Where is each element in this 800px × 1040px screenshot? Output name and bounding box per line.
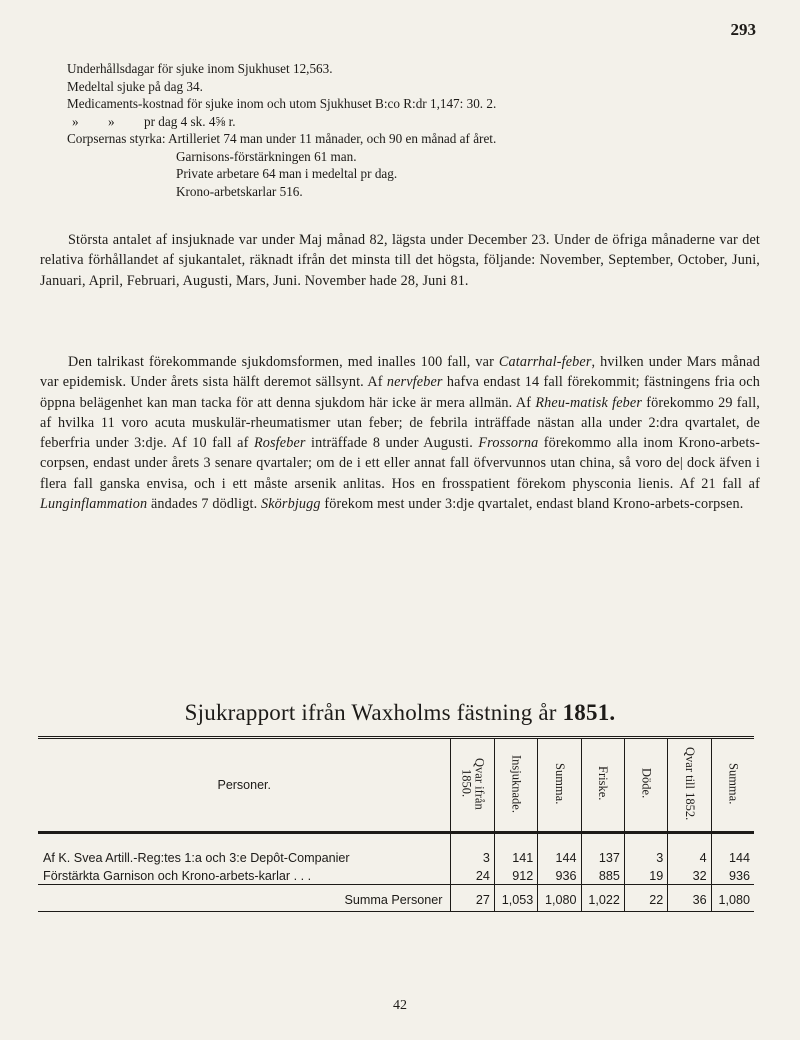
table-row xyxy=(38,866,754,885)
table-cell: 24 xyxy=(451,866,494,885)
stats-line-text: pr dag 4 sk. 4⅝ r. xyxy=(144,113,236,129)
column-header-persons: Personer. xyxy=(38,739,451,833)
stats-line: Medeltal sjuke på dag 34. xyxy=(67,78,203,94)
total-cell: 1,080 xyxy=(538,885,581,912)
column-header xyxy=(711,739,754,833)
stats-line: Underhållsdagar för sjuke inom Sjukhuset 12,563. xyxy=(67,61,333,76)
section-title-text: Sjukrapport ifrån Waxholms fästning år xyxy=(184,700,563,725)
column-header-text: Qvar till 1852. xyxy=(682,746,697,821)
table-header-row xyxy=(38,739,754,833)
table-cell: 144 xyxy=(728,851,750,865)
text-run: inträffade 8 under Augusti. xyxy=(305,435,479,452)
stats-line: Corpsernas styrka: Artilleriet 74 man under 11 månader, och 90 en månad af året. xyxy=(67,131,497,146)
stats-line-ditto xyxy=(67,113,767,131)
total-label: Summa Personer xyxy=(38,885,451,912)
table-cell: 936 xyxy=(538,866,581,885)
text-run: förekommo 29 fall, af hvilka 11 voro acuta muskulär-rheumatismer utan feber; de febrila inträffade nästan alla under 2:dra qvartalet, de feberfria under 3:dje. Af 10 fall af xyxy=(40,394,761,452)
row-label: Af K. Svea Artill.-Reg:tes 1:a och 3:e Depôt-Companier xyxy=(38,848,451,866)
disease-term: Frossorna xyxy=(478,435,539,452)
page-number: 293 xyxy=(730,20,756,39)
table-cell: 141 xyxy=(494,848,537,866)
stats-line: Krono-arbetskarlar 516. xyxy=(176,183,303,199)
table-total-row xyxy=(38,885,754,912)
stats-line: Medicaments-kostnad för sjuke inom och utom Sjukhuset B:co R:dr 1,147: 30. 2. xyxy=(67,96,497,111)
sick-report-table xyxy=(38,736,754,912)
table-cell: 912 xyxy=(494,866,537,885)
ditto-mark: » xyxy=(108,113,115,129)
text-run: Den talrikast förekommande sjukdomsformen, med inalles 100 fall, var xyxy=(68,354,499,370)
disease-term: Lunginflammation xyxy=(40,496,148,513)
table-cell: 137 xyxy=(581,848,624,866)
table-cell: 4 xyxy=(668,848,711,866)
text-run: , hvilken under Mars månad var epidemisk. Under årets sista hälft deremot sällsynt. Af xyxy=(40,354,760,391)
column-header xyxy=(668,739,711,833)
total-cell: 36 xyxy=(668,885,711,912)
stats-line: Private arbetare 64 man i medeltal pr dag. xyxy=(176,166,398,181)
section-title xyxy=(0,700,800,726)
total-cell: 27 xyxy=(451,885,494,912)
table-cell: 32 xyxy=(668,866,711,885)
column-header-text: Summa. xyxy=(552,762,567,805)
text-run: ändades 7 dödligt. xyxy=(147,496,261,513)
column-header-text: Insjuknade. xyxy=(509,754,524,813)
paragraph-disease-forms xyxy=(40,352,760,514)
column-header xyxy=(451,739,494,833)
paragraph-text: Största antalet af insjuknade var under Maj månad 82, lägsta under December 23. Under de öfriga månaderne var det relativa förhållandet af sjukantalet, räknadt ifrån det minsta till det högsta, följande: November, September, October, Juni, Januari, April, Februari, Augusti, Mars, Juni. November hade 28, Juni 81. xyxy=(40,232,760,289)
total-cell: 22 xyxy=(624,885,667,912)
stats-line: Garnisons-förstärkningen 61 man. xyxy=(176,148,357,164)
disease-term: nervfeber xyxy=(386,374,443,391)
column-header xyxy=(538,739,581,833)
paragraph-text xyxy=(40,352,760,514)
table-cell: 144 xyxy=(538,848,581,866)
text-run: förekom mest under 3:dje qvartalet, endast bland Krono-arbets-corpsen. xyxy=(320,496,744,513)
disease-term: Skörbjugg xyxy=(260,496,321,513)
table-cell: 885 xyxy=(581,866,624,885)
total-cell: 1,053 xyxy=(494,885,537,912)
disease-term: Rheu-matisk feber xyxy=(535,394,643,411)
report-table xyxy=(38,736,754,912)
row-label: Förstärkta Garnison och Krono-arbets-karlar . . . xyxy=(38,866,451,885)
table-cell: 3 xyxy=(624,848,667,866)
paragraph-monthly-sickness xyxy=(40,230,760,291)
column-header-text: Summa. xyxy=(726,762,741,805)
total-cell: 1,022 xyxy=(581,885,624,912)
column-header-text: Qvar ifrån 1850. xyxy=(459,757,487,810)
table-cell: 19 xyxy=(624,866,667,885)
table-row xyxy=(38,848,754,866)
section-title-year: 1851. xyxy=(562,700,616,725)
total-cell: 1,080 xyxy=(711,885,754,912)
signature-number: 42 xyxy=(393,998,407,1013)
text-run: förekommo alla inom Krono-arbets-corpsen, endast under årets 3 senare qvartaler; om de i ett eller annat fall öfvervunnos utan china, så voro de| dock äfven i flera fall ganska envisa, och i ett måste arsenik anlitas. Hos en frosspatient förekom physconia lienis. Af 21 fall af xyxy=(40,435,760,492)
column-header xyxy=(494,739,537,833)
ditto-mark: » xyxy=(72,113,79,129)
table-cell: 3 xyxy=(451,848,494,866)
disease-term: Catarrhal-feber xyxy=(498,354,592,370)
statistics-block xyxy=(67,60,767,200)
column-header xyxy=(624,739,667,833)
column-header-text: Döde. xyxy=(639,768,654,799)
column-header xyxy=(581,739,624,833)
disease-term: Rosfeber xyxy=(253,435,306,452)
column-header-text: Friske. xyxy=(596,766,611,801)
table-cell: 936 xyxy=(728,869,750,883)
text-run: hafva endast 14 fall förekommit; fästningens fria och öppna belägenhet kan man tacka för att denna sjukdom här icke är mera allmän. Af xyxy=(40,374,760,411)
